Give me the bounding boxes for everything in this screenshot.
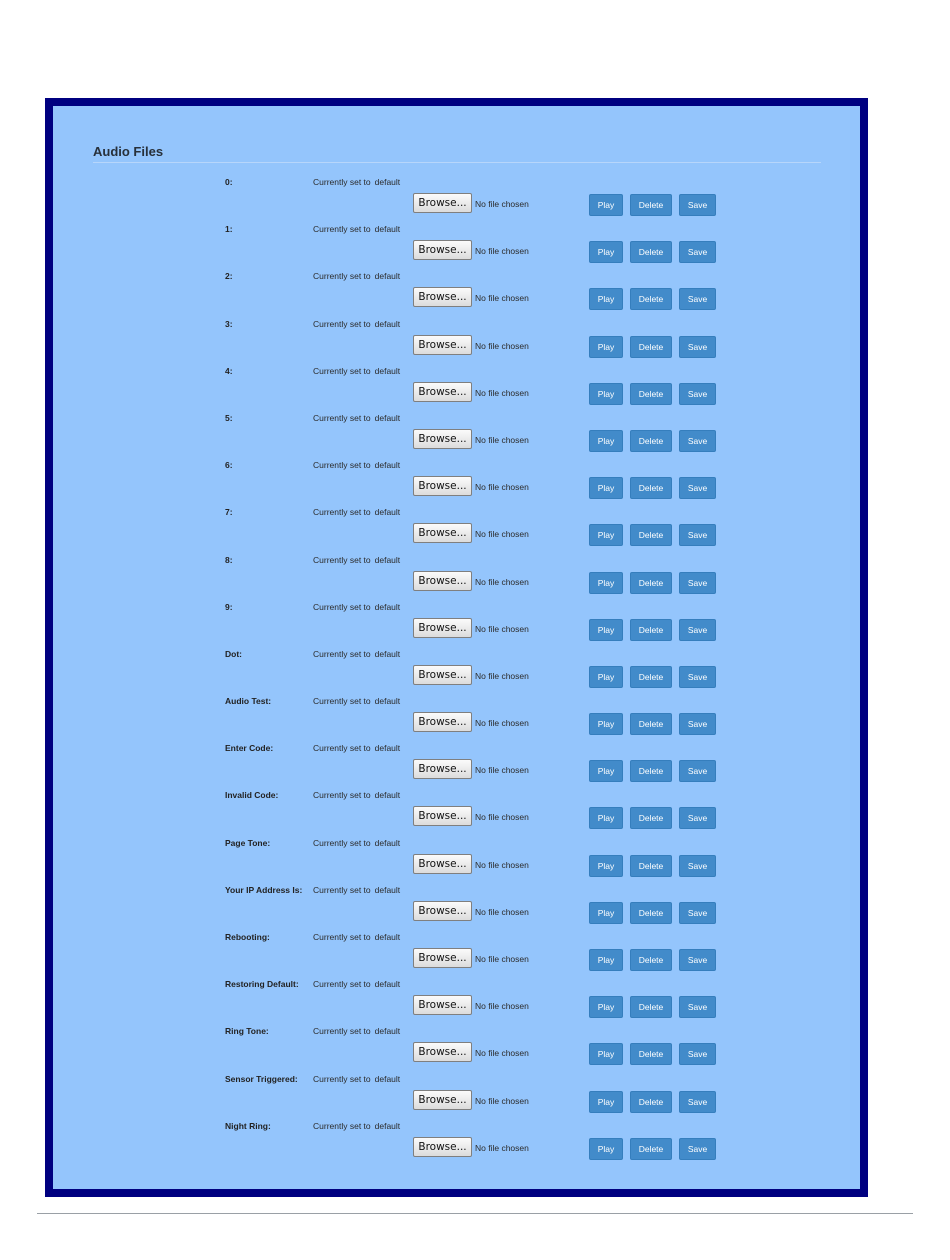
current-value: default <box>374 979 401 990</box>
browse-button[interactable]: Browse... <box>413 1137 472 1157</box>
current-setting <box>313 696 400 706</box>
audio-file-list <box>53 176 860 1167</box>
save-button[interactable]: Save <box>679 807 716 829</box>
play-button[interactable]: Play <box>589 524 623 546</box>
delete-button[interactable]: Delete <box>630 996 672 1018</box>
current-value: default <box>374 412 401 423</box>
audio-file-row <box>53 695 860 742</box>
audio-file-label: 5: <box>225 412 233 423</box>
browse-button[interactable]: Browse... <box>413 995 472 1015</box>
file-status: No file chosen <box>475 434 529 445</box>
browse-button[interactable]: Browse... <box>413 193 472 213</box>
delete-button[interactable]: Delete <box>630 902 672 924</box>
play-button[interactable]: Play <box>589 383 623 405</box>
file-status: No file chosen <box>475 246 529 257</box>
file-status: No file chosen <box>475 670 529 681</box>
browse-button[interactable]: Browse... <box>413 1042 472 1062</box>
play-button[interactable]: Play <box>589 1138 623 1160</box>
current-value: default <box>374 932 401 942</box>
play-button[interactable]: Play <box>589 902 623 924</box>
current-value: default <box>374 1073 401 1084</box>
delete-button[interactable]: Delete <box>630 383 672 405</box>
file-status: No file chosen <box>475 954 529 964</box>
audio-file-label: Invalid Code: <box>225 790 279 801</box>
delete-button[interactable]: Delete <box>630 477 672 499</box>
currently-set-to-text: Currently set to <box>313 648 371 659</box>
current-value: default <box>374 837 401 848</box>
play-button[interactable]: Play <box>589 713 623 735</box>
save-button[interactable]: Save <box>679 760 716 782</box>
file-status: No file chosen <box>475 859 529 870</box>
save-button[interactable]: Save <box>679 336 716 358</box>
current-setting <box>313 649 400 659</box>
audio-file-row <box>53 1120 860 1167</box>
audio-file-label: 0: <box>225 177 233 187</box>
currently-set-to-text: Currently set to <box>313 884 371 895</box>
save-button[interactable]: Save <box>679 1091 716 1113</box>
currently-set-to-text: Currently set to <box>313 1073 371 1084</box>
save-button[interactable]: Save <box>679 902 716 924</box>
save-button[interactable]: Save <box>679 477 716 499</box>
audio-file-label: Dot: <box>225 648 242 659</box>
file-status: No file chosen <box>475 482 529 493</box>
current-setting <box>313 507 400 517</box>
save-button[interactable]: Save <box>679 241 716 263</box>
audio-file-label: 4: <box>225 365 233 376</box>
audio-file-row <box>53 931 860 978</box>
currently-set-to-text: Currently set to <box>313 507 371 518</box>
audio-file-row <box>53 412 860 459</box>
current-setting <box>313 1121 400 1131</box>
browse-button[interactable]: Browse... <box>413 382 472 402</box>
current-setting <box>313 1074 400 1084</box>
audio-file-row <box>53 270 860 317</box>
save-button[interactable]: Save <box>679 194 716 216</box>
play-button[interactable]: Play <box>589 241 623 263</box>
current-value: default <box>374 177 401 187</box>
audio-files-panel <box>53 106 860 1189</box>
audio-file-row <box>53 884 860 931</box>
audio-file-label: 2: <box>225 271 233 282</box>
delete-button[interactable]: Delete <box>630 949 672 971</box>
section-title: Audio Files <box>93 144 164 159</box>
current-setting <box>313 319 400 329</box>
current-setting <box>313 366 400 376</box>
currently-set-to-text: Currently set to <box>313 318 371 329</box>
browse-button[interactable]: Browse... <box>413 287 472 307</box>
current-value: default <box>374 1026 401 1037</box>
current-value: default <box>374 743 401 754</box>
file-status: No file chosen <box>475 765 529 776</box>
delete-button[interactable]: Delete <box>630 1043 672 1065</box>
current-setting <box>313 602 400 612</box>
save-button[interactable]: Save <box>679 1043 716 1065</box>
browse-button[interactable]: Browse... <box>413 240 472 260</box>
file-status: No file chosen <box>475 387 529 398</box>
current-value: default <box>374 507 401 518</box>
audio-file-row <box>53 459 860 506</box>
current-value: default <box>374 1120 401 1131</box>
save-button[interactable]: Save <box>679 949 716 971</box>
save-button[interactable]: Save <box>679 713 716 735</box>
browse-button[interactable]: Browse... <box>413 854 472 874</box>
delete-button[interactable]: Delete <box>630 1138 672 1160</box>
currently-set-to-text: Currently set to <box>313 460 371 471</box>
currently-set-to-text: Currently set to <box>313 979 371 990</box>
current-value: default <box>374 460 401 471</box>
save-button[interactable]: Save <box>679 288 716 310</box>
audio-file-label: Enter Code: <box>225 743 274 754</box>
current-value: default <box>374 224 401 235</box>
currently-set-to-text: Currently set to <box>313 177 371 187</box>
save-button[interactable]: Save <box>679 572 716 594</box>
browse-button[interactable]: Browse... <box>413 901 472 921</box>
save-button[interactable]: Save <box>679 430 716 452</box>
audio-file-row <box>53 223 860 270</box>
browse-button[interactable]: Browse... <box>413 429 472 449</box>
audio-file-row <box>53 789 860 836</box>
delete-button[interactable]: Delete <box>630 807 672 829</box>
audio-file-row <box>53 742 860 789</box>
current-value: default <box>374 648 401 659</box>
current-setting <box>313 555 400 565</box>
currently-set-to-text: Currently set to <box>313 743 371 754</box>
currently-set-to-text: Currently set to <box>313 365 371 376</box>
delete-button[interactable]: Delete <box>630 619 672 641</box>
current-value: default <box>374 365 401 376</box>
file-status: No file chosen <box>475 623 529 634</box>
file-status: No file chosen <box>475 718 529 729</box>
delete-button[interactable]: Delete <box>630 288 672 310</box>
current-value: default <box>374 790 401 801</box>
currently-set-to-text: Currently set to <box>313 932 371 942</box>
play-button[interactable]: Play <box>589 1043 623 1065</box>
current-setting <box>313 271 400 281</box>
file-status: No file chosen <box>475 340 529 351</box>
audio-file-label: Rebooting: <box>225 932 270 942</box>
current-setting <box>313 743 400 753</box>
file-status: No file chosen <box>475 1095 529 1106</box>
file-status: No file chosen <box>475 576 529 587</box>
file-status: No file chosen <box>475 1048 529 1059</box>
current-setting <box>313 1026 400 1036</box>
browse-button[interactable]: Browse... <box>413 712 472 732</box>
browse-button[interactable]: Browse... <box>413 335 472 355</box>
current-value: default <box>374 884 401 895</box>
audio-file-row <box>53 365 860 412</box>
save-button[interactable]: Save <box>679 383 716 405</box>
audio-file-label: Night Ring: <box>225 1120 271 1131</box>
browse-button[interactable]: Browse... <box>413 806 472 826</box>
play-button[interactable]: Play <box>589 807 623 829</box>
audio-file-label: 7: <box>225 507 233 518</box>
current-value: default <box>374 554 401 565</box>
audio-file-label: Your IP Address Is: <box>225 884 303 895</box>
audio-file-row <box>53 837 860 884</box>
play-button[interactable]: Play <box>589 855 623 877</box>
audio-file-label: 6: <box>225 460 233 471</box>
current-value: default <box>374 696 401 707</box>
play-button[interactable]: Play <box>589 572 623 594</box>
delete-button[interactable]: Delete <box>630 241 672 263</box>
page-frame <box>45 98 868 1197</box>
browse-button[interactable]: Browse... <box>413 571 472 591</box>
play-button[interactable]: Play <box>589 288 623 310</box>
audio-file-label: Audio Test: <box>225 696 272 707</box>
play-button[interactable]: Play <box>589 477 623 499</box>
file-status: No file chosen <box>475 1001 529 1012</box>
delete-button[interactable]: Delete <box>630 194 672 216</box>
current-setting <box>313 224 400 234</box>
delete-button[interactable]: Delete <box>630 430 672 452</box>
audio-file-row <box>53 1025 860 1072</box>
play-button[interactable]: Play <box>589 949 623 971</box>
play-button[interactable]: Play <box>589 666 623 688</box>
current-setting <box>313 460 400 470</box>
delete-button[interactable]: Delete <box>630 572 672 594</box>
currently-set-to-text: Currently set to <box>313 271 371 282</box>
play-button[interactable]: Play <box>589 996 623 1018</box>
delete-button[interactable]: Delete <box>630 760 672 782</box>
audio-file-row <box>53 506 860 553</box>
file-status: No file chosen <box>475 812 529 823</box>
current-setting <box>313 979 400 989</box>
currently-set-to-text: Currently set to <box>313 224 371 235</box>
audio-file-label: 9: <box>225 601 233 612</box>
audio-file-label: Page Tone: <box>225 837 271 848</box>
current-setting <box>313 885 400 895</box>
save-button[interactable]: Save <box>679 996 716 1018</box>
browse-button[interactable]: Browse... <box>413 665 472 685</box>
delete-button[interactable]: Delete <box>630 855 672 877</box>
audio-file-row <box>53 176 860 223</box>
delete-button[interactable]: Delete <box>630 666 672 688</box>
audio-file-label: Sensor Triggered: <box>225 1073 298 1084</box>
browse-button[interactable]: Browse... <box>413 1090 472 1110</box>
browse-button[interactable]: Browse... <box>413 523 472 543</box>
current-setting <box>313 838 400 848</box>
delete-button[interactable]: Delete <box>630 713 672 735</box>
browse-button[interactable]: Browse... <box>413 948 472 968</box>
current-setting <box>313 413 400 423</box>
currently-set-to-text: Currently set to <box>313 696 371 707</box>
play-button[interactable]: Play <box>589 619 623 641</box>
play-button[interactable]: Play <box>589 1091 623 1113</box>
play-button[interactable]: Play <box>589 760 623 782</box>
browse-button[interactable]: Browse... <box>413 618 472 638</box>
save-button[interactable]: Save <box>679 666 716 688</box>
audio-file-label: Restoring Default: <box>225 979 299 990</box>
file-status: No file chosen <box>475 1142 529 1153</box>
currently-set-to-text: Currently set to <box>313 554 371 565</box>
audio-file-row <box>53 648 860 695</box>
current-value: default <box>374 271 401 282</box>
audio-file-row <box>53 1073 860 1120</box>
play-button[interactable]: Play <box>589 336 623 358</box>
save-button[interactable]: Save <box>679 524 716 546</box>
current-value: default <box>374 318 401 329</box>
browse-button[interactable]: Browse... <box>413 476 472 496</box>
browse-button[interactable]: Browse... <box>413 759 472 779</box>
audio-file-label: 3: <box>225 318 233 329</box>
current-setting <box>313 177 400 187</box>
file-status: No file chosen <box>475 199 529 209</box>
audio-file-row <box>53 978 860 1025</box>
current-setting <box>313 790 400 800</box>
footer-divider <box>37 1213 913 1214</box>
play-button[interactable]: Play <box>589 430 623 452</box>
currently-set-to-text: Currently set to <box>313 837 371 848</box>
currently-set-to-text: Currently set to <box>313 412 371 423</box>
delete-button[interactable]: Delete <box>630 336 672 358</box>
audio-file-row <box>53 554 860 601</box>
file-status: No file chosen <box>475 293 529 304</box>
save-button[interactable]: Save <box>679 619 716 641</box>
audio-file-row <box>53 318 860 365</box>
file-status: No file chosen <box>475 529 529 540</box>
file-status: No file chosen <box>475 906 529 917</box>
audio-file-row <box>53 601 860 648</box>
current-value: default <box>374 601 401 612</box>
currently-set-to-text: Currently set to <box>313 790 371 801</box>
current-setting <box>313 932 400 942</box>
save-button[interactable]: Save <box>679 1138 716 1160</box>
delete-button[interactable]: Delete <box>630 1091 672 1113</box>
audio-file-label: 8: <box>225 554 233 565</box>
delete-button[interactable]: Delete <box>630 524 672 546</box>
currently-set-to-text: Currently set to <box>313 1120 371 1131</box>
audio-file-label: Ring Tone: <box>225 1026 269 1037</box>
title-divider <box>93 162 821 163</box>
currently-set-to-text: Currently set to <box>313 1026 371 1037</box>
save-button[interactable]: Save <box>679 855 716 877</box>
currently-set-to-text: Currently set to <box>313 601 371 612</box>
play-button[interactable]: Play <box>589 194 623 216</box>
audio-file-label: 1: <box>225 224 233 235</box>
